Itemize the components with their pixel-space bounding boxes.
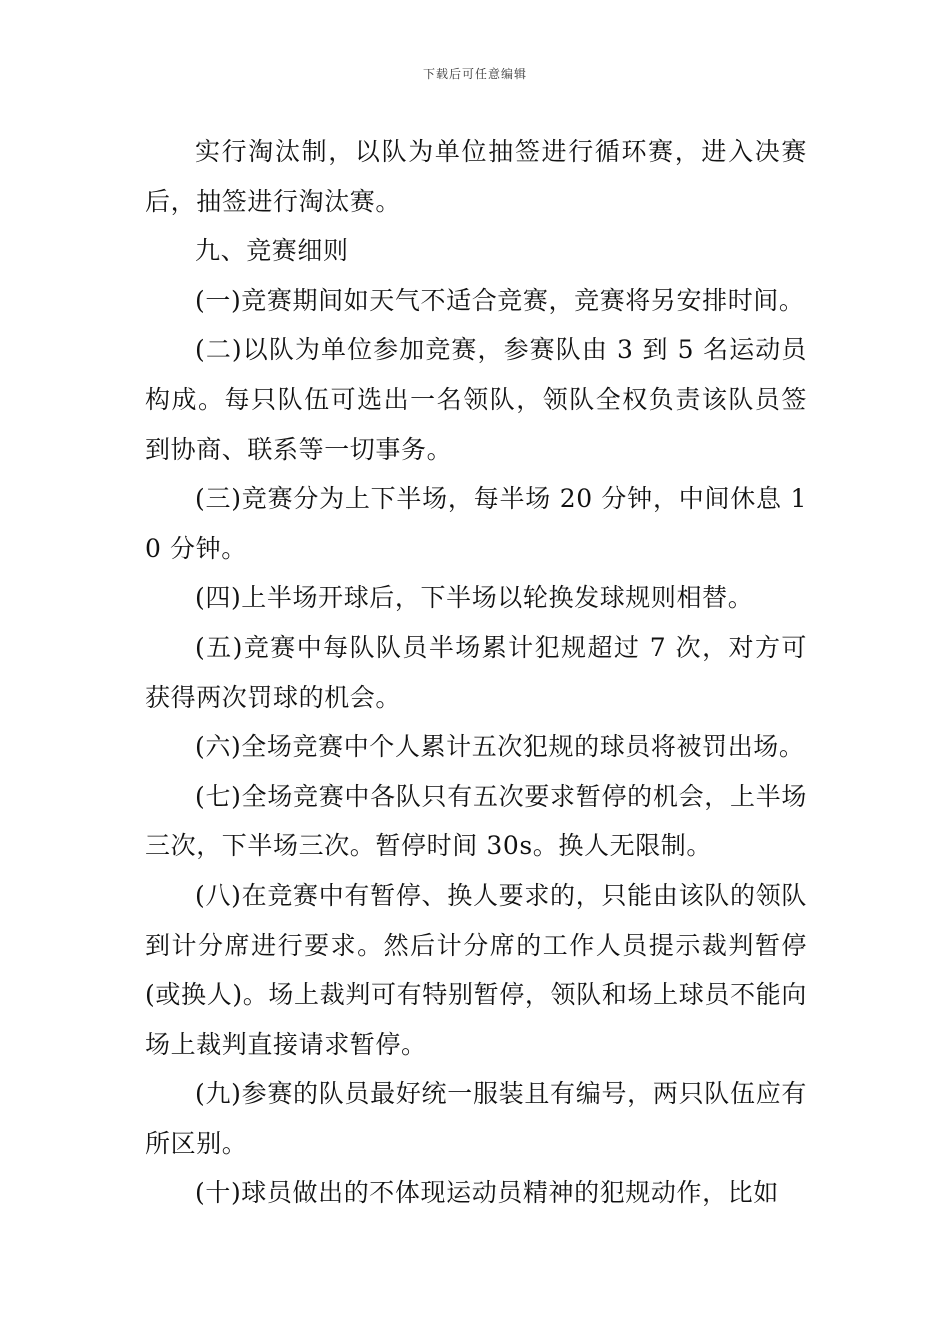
- rule-item-4: (四)上半场开球后，下半场以轮换发球规则相替。: [195, 583, 754, 613]
- document-body: [145, 127, 807, 1218]
- page-header-note: 下载后可任意编辑: [422, 67, 527, 81]
- rule-item-1: (一)竞赛期间如天气不适合竞赛，竞赛将另安排时间。: [195, 285, 805, 315]
- section-heading-competition-rules: 九、竞赛细则: [195, 236, 349, 266]
- paragraph-elimination-format: 实行淘汰制，以队为单位抽签进行循环赛，进入决赛后，抽签进行淘汰赛。: [145, 137, 807, 216]
- rule-item-6: (六)全场竞赛中个人累计五次犯规的球员将被罚出场。: [195, 732, 805, 762]
- rule-item-8: (八)在竞赛中有暂停、换人要求的，只能由该队的领队到计分席进行要求。然后计分席的工作人员提示裁判暂停(或换人)。场上裁判可有特别暂停，领队和场上球员不能向场上裁判直接请求暂停。: [145, 880, 807, 1059]
- rule-item-7: (七)全场竞赛中各队只有五次要求暂停的机会，上半场三次，下半场三次。暂停时间 30s。换人无限制。: [145, 781, 807, 861]
- rule-item-2: (二)以队为单位参加竞赛，参赛队由 3 到 5 名运动员构成。每只队伍可选出一名领队，领队全权负责该队员签到协商、联系等一切事务。: [145, 335, 807, 464]
- rule-item-9: (九)参赛的队员最好统一服装且有编号，两只队伍应有所区别。: [145, 1079, 807, 1158]
- rule-item-5: (五)竞赛中每队队员半场累计犯规超过 7 次，对方可获得两次罚球的机会。: [145, 632, 807, 712]
- rule-item-3: (三)竞赛分为上下半场，每半场 20 分钟，中间休息 10 分钟。: [145, 484, 807, 563]
- rule-item-10: (十)球员做出的不体现运动员精神的犯规动作，比如: [195, 1178, 779, 1208]
